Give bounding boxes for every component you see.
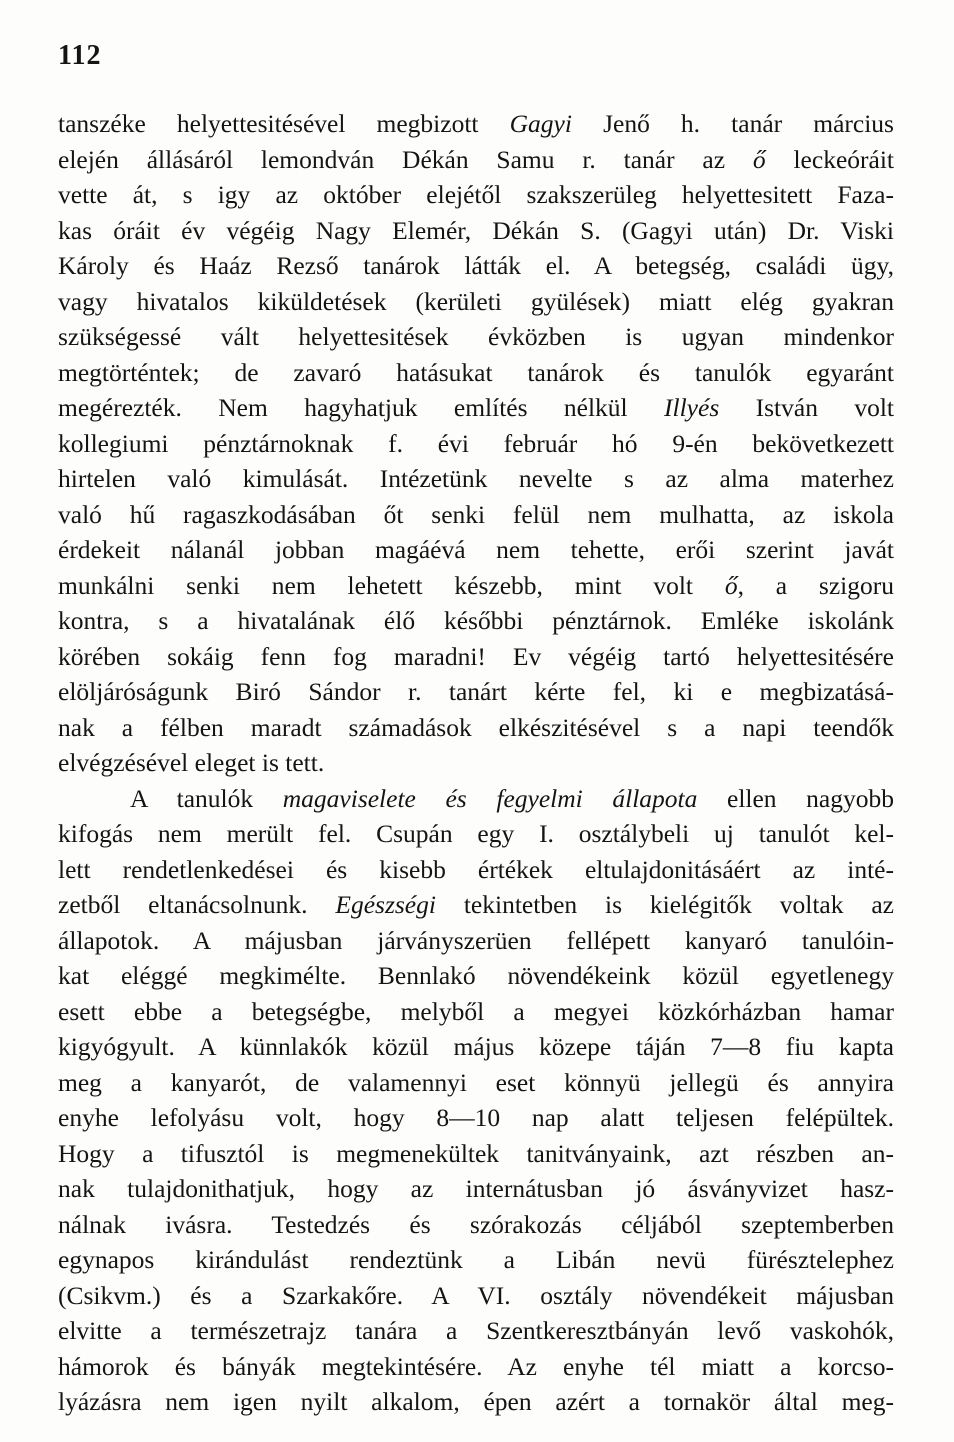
text-segment: érdekeit nálanál jobban magáévá nem tehette, erői szerint javát [58,535,894,564]
text-segment: lyázásra nem igen nyilt alkalom, épen azért a tornakör által meg- [58,1387,894,1416]
text-segment: vagy hivatalos kiküldetések (kerületi gyülések) miatt elég gyakran [58,286,894,316]
text-segment: nak a félben maradt számadások elkészitésével s a napi teendők [58,712,894,742]
text-segment: hirtelen való kimulását. Intézetünk nevelte s az alma materhez [58,464,894,493]
text-line [58,923,894,959]
text-segment: elején állásáról lemondván Dékán Samu r. tanár az [58,144,753,174]
text-line [58,355,894,391]
italic-text: magaviselete és fegyelmi állapota [282,783,698,813]
text-segment: tekintetben is kielégitők voltak az [435,890,894,919]
text-line [58,1384,894,1420]
text-line [58,958,894,994]
text-line [58,319,894,355]
text-line [58,142,894,178]
italic-text: ő [752,144,766,174]
text-segment: elvitte a természetrajz tanára a Szentkeresztbányán levő vaskohók, [58,1316,894,1345]
text-segment: esett ebbe a betegségbe, melyből a megyei közkórházban hamar [58,996,894,1026]
text-line [58,461,894,497]
text-segment: Károly és Haáz Rezső tanárok látták el. A betegség, családi ügy, [58,251,894,280]
text-segment: megtörténtek; de zavaró hatásukat tanárok és tanulók egyaránt [58,357,894,387]
text-segment: kat eléggé megkimélte. Bennlakó növendékeink közül egyetlenegy [58,961,894,990]
text-line [58,1100,894,1136]
text-line [58,1349,894,1385]
text-line [58,639,894,675]
body-text [58,106,894,1420]
text-segment: egynapos kirándulást rendeztünk a Libán nevü fürésztelephez [58,1245,894,1274]
text-segment: Hogy a tifusztól is megmenekültek tanitványaink, azt részben an- [58,1138,894,1168]
text-line [58,1207,894,1243]
text-line [58,674,894,710]
text-line [58,816,894,852]
text-segment: kas óráit év végéig Nagy Elemér, Dékán S. (Gagyi után) Dr. Viski [58,215,894,245]
text-line [58,1171,894,1207]
text-line [58,106,894,142]
text-line [58,1136,894,1172]
text-segment: kifogás nem merült fel. Csupán egy I. osztálybeli uj tanulót kel- [58,819,894,848]
text-line [58,213,894,249]
text-line [58,603,894,639]
text-segment: enyhe lefolyásu volt, hogy 8—10 nap alatt teljesen felépültek. [58,1103,894,1132]
text-line [58,781,894,817]
italic-text: Illyés [664,393,720,422]
text-segment: kollegiumi pénztárnoknak f. évi február hó 9-én bekövetkezett [58,428,894,458]
text-line [58,248,894,284]
text-line [58,497,894,533]
text-segment: megérezték. Nem hagyhatjuk említés nélkül [58,393,665,422]
italic-text: ő [724,570,738,600]
text-line [58,1313,894,1349]
text-line [58,284,894,320]
text-line [58,710,894,746]
text-line [58,532,894,568]
text-segment: elöljáróságunk Biró Sándor r. tanárt kérte fel, ki e megbizatásá- [58,677,894,706]
text-segment: ellen nagyobb [697,783,894,813]
text-segment: leckeóráit [765,144,894,174]
text-segment: állapotok. A májusban járványszerüen fellépett kanyaró tanulóin- [58,925,894,955]
italic-text: Gagyi [509,109,572,138]
text-segment: kontra, s a hivatalának élő későbbi pénztárnok. Emléke iskolánk [58,606,894,635]
text-line [58,390,894,426]
text-segment: István volt [719,393,894,422]
text-segment: elvégzésével eleget is tett. [58,748,325,777]
page-number: 112 [58,40,102,71]
text-line [58,177,894,213]
text-segment: nálnak ivásra. Testedzés és szórakozás céljából szeptemberben [58,1209,894,1239]
text-line [58,887,894,923]
text-segment: Jenő h. tanár március [571,109,894,138]
text-line [58,994,894,1030]
text-segment: zetből eltanácsolnunk. [58,890,336,919]
text-segment: nak tulajdonithatjuk, hogy az internátusban jó ásványvizet hasz- [58,1174,894,1203]
italic-text: Egészségi [335,890,436,919]
text-line [58,745,894,781]
text-line [58,1065,894,1101]
text-line [58,426,894,462]
text-line [58,1029,894,1065]
text-segment: kigyógyult. A künnlakók közül május közepe táján 7—8 fiu kapta [58,1032,894,1061]
text-segment: való hű ragaszkodásában őt senki felül nem mulhatta, az iskola [58,499,894,529]
text-line [58,568,894,604]
text-segment: hámorok és bányák megtekintésére. Az enyhe tél miatt a korcso- [58,1351,894,1381]
text-line [58,852,894,888]
text-line [58,1242,894,1278]
text-segment: , a szigoru [737,570,894,600]
text-line [58,1278,894,1314]
text-segment: munkálni senki nem lehetett készebb, mint volt [58,570,725,600]
text-segment: vette át, s igy az október elejétől szakszerüleg helyettesitett Faza- [58,180,894,209]
text-segment: lett rendetlenkedései és kisebb értékek eltulajdonitásáért az inté- [58,854,894,884]
text-segment: tanszéke helyettesitésével megbizott [58,109,510,138]
text-segment: (Csikvm.) és a Szarkakőre. A VI. osztály növendékeit májusban [58,1280,894,1310]
text-segment: körében sokáig fenn fog maradni! Ev végéig tartó helyettesitésére [58,641,894,671]
text-segment: szükségessé vált helyettesitések évközben is ugyan mindenkor [58,322,894,351]
text-segment: meg a kanyarót, de valamennyi eset könnyü jellegü és annyira [58,1067,894,1097]
text-segment: A tanulók [130,783,283,813]
